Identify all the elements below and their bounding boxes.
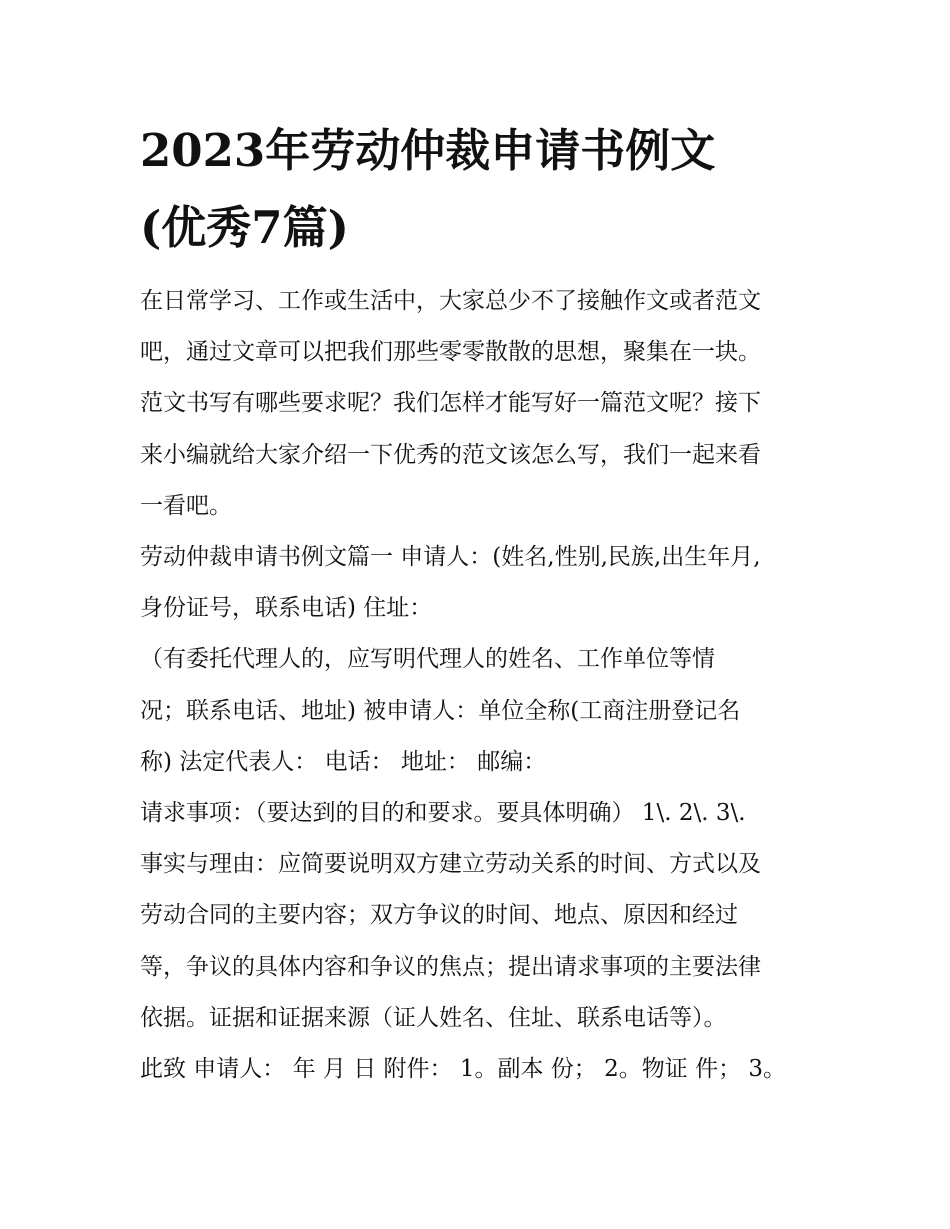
text-line: 等，争议的具体内容和争议的焦点；提出请求事项的主要法律 bbox=[140, 953, 761, 980]
claims-paragraph bbox=[140, 788, 820, 839]
text-line: 范文书写有哪些要求呢？我们怎样才能写好一篇范文呢？接下 bbox=[140, 390, 761, 417]
text-line: 身份证号，联系电话) 住址： bbox=[140, 595, 433, 622]
respondent-paragraph bbox=[140, 634, 820, 788]
text-line: 此致 申请人： 年 月 日 附件： 1。副本 份； 2。物证 件； 3。 bbox=[140, 1056, 787, 1083]
closing-paragraph bbox=[140, 1044, 820, 1095]
document-body bbox=[140, 276, 820, 1095]
text-line: 来小编就给大家介绍一下优秀的范文该怎么写，我们一起来看 bbox=[140, 441, 761, 468]
title-line-2: (优秀7篇) bbox=[140, 201, 349, 254]
text-line: 称) 法定代表人： 电话： 地址： 邮编： bbox=[140, 748, 547, 775]
text-line: 一看吧。 bbox=[140, 492, 232, 519]
document-title bbox=[140, 112, 820, 266]
text-line: 劳动合同的主要内容；双方争议的时间、地点、原因和经过 bbox=[140, 902, 738, 929]
text-line: 吧，通过文章可以把我们那些零零散散的思想，聚集在一块。 bbox=[140, 339, 761, 366]
intro-paragraph bbox=[140, 276, 820, 532]
text-line: 况；联系电话、地址) 被申请人：单位全称(工商注册登记名 bbox=[140, 697, 741, 724]
text-line: （有委托代理人的，应写明代理人的姓名、工作单位等情 bbox=[140, 646, 715, 673]
text-line: 事实与理由：应简要说明双方建立劳动关系的时间、方式以及 bbox=[140, 851, 761, 878]
text-line: 请求事项：（要达到的目的和要求。要具体明确） 1\. 2\. 3\. bbox=[140, 800, 746, 827]
text-line: 依据。证据和证据来源（证人姓名、住址、联系电话等）。 bbox=[140, 1004, 727, 1031]
title-line-1: 2023年劳动仲裁申请书例文 bbox=[140, 124, 716, 177]
applicant-paragraph bbox=[140, 532, 820, 634]
document-page bbox=[140, 112, 820, 1095]
text-line: 在日常学习、工作或生活中，大家总少不了接触作文或者范文 bbox=[140, 288, 761, 314]
text-line: 劳动仲裁申请书例文篇一 申请人：(姓名,性别,民族,出生年月, bbox=[140, 544, 761, 571]
facts-paragraph bbox=[140, 839, 820, 1044]
